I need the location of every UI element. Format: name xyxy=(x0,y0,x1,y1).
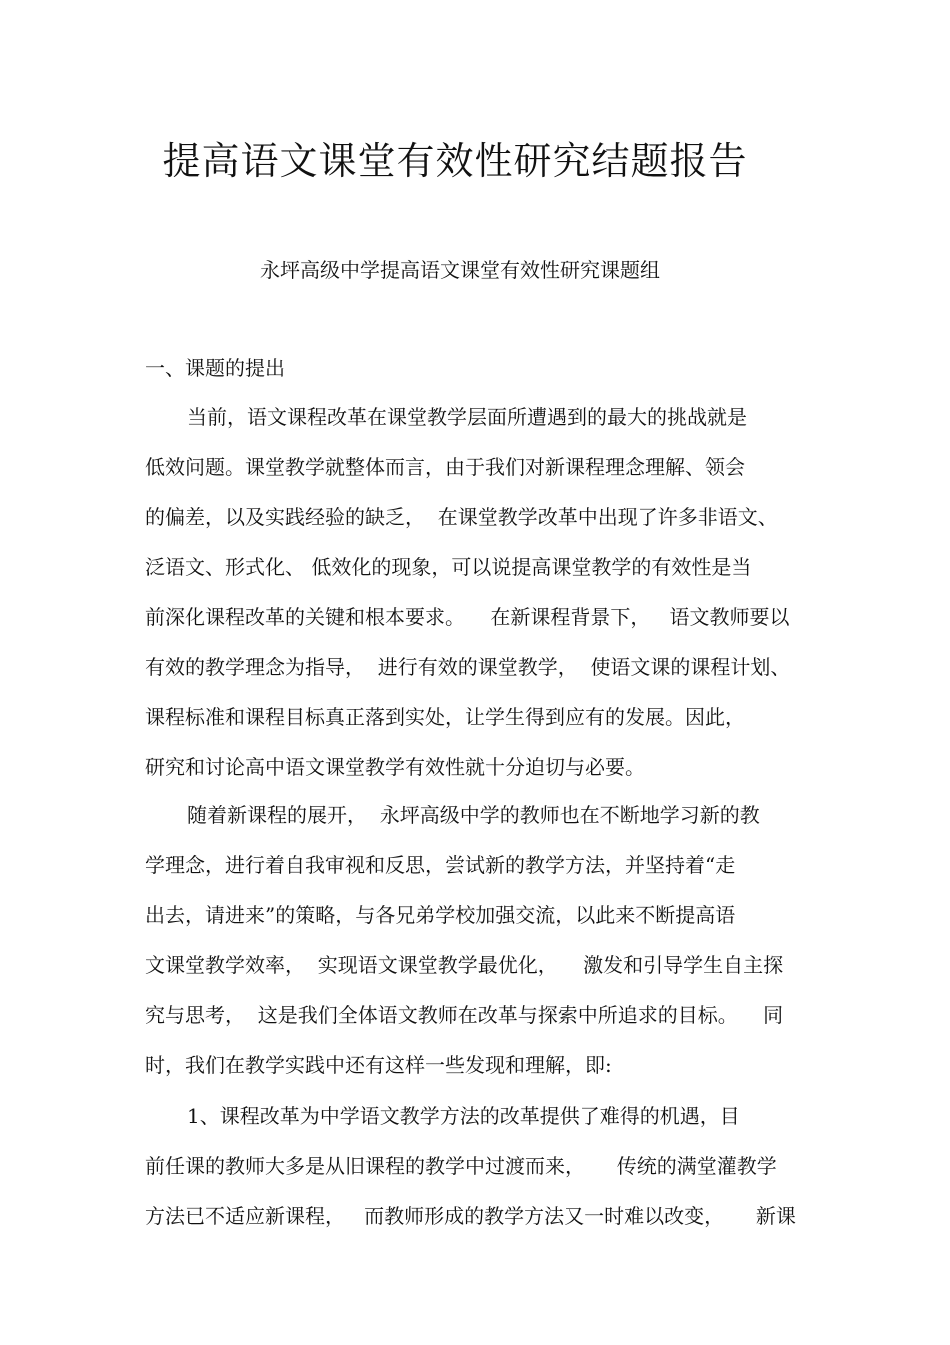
paragraph-line: 随着新课程的展开， 永坪高级中学的教师也在不断地学习新的教 xyxy=(187,803,760,827)
section-heading: 一、课题的提出 xyxy=(145,356,285,380)
paragraph-line: 前深化课程改革的关键和根本要求。 在新课程背景下， 语文教师要以 xyxy=(145,605,790,629)
paragraph-line: 时，我们在教学实践中还有这样一些发现和理解，即: xyxy=(145,1053,612,1077)
paragraph-line: 当前，语文课程改革在课堂教学层面所遭遇到的最大的挑战就是 xyxy=(187,405,747,429)
paragraph-line: 低效问题。课堂教学就整体而言，由于我们对新课程理念理解、领会 xyxy=(145,455,745,479)
paragraph-line: 学理念，进行着自我审视和反思，尝试新的教学方法，并坚持着“走 xyxy=(145,853,736,877)
paragraph-line: 的偏差，以及实践经验的缺乏， 在课堂教学改革中出现了许多非语文、 xyxy=(145,505,778,529)
paragraph-line: 方法已不适应新课程， 而教师形成的教学方法又一时难以改变， 新课 xyxy=(145,1204,796,1228)
paragraph-line: 文课堂教学效率， 实现语文课堂教学最优化， 激发和引导学生自主探 xyxy=(145,953,784,977)
paragraph-line: 研究和讨论高中语文课堂教学有效性就十分迫切与必要。 xyxy=(145,755,645,779)
paragraph-line: 课程标准和课程目标真正落到实处，让学生得到应有的发展。因此， xyxy=(145,705,745,729)
paragraph-line: 前任课的教师大多是从旧课程的教学中过渡而来， 传统的满堂灌教学 xyxy=(145,1154,777,1178)
paragraph-line: 究与思考， 这是我们全体语文教师在改革与探索中所追求的目标。 同 xyxy=(145,1003,784,1027)
paragraph-line: 有效的教学理念为指导， 进行有效的课堂教学， 使语文课的课程计划、 xyxy=(145,655,791,679)
paragraph-line: 泛语文、形式化、 低效化的现象，可以说提高课堂教学的有效性是当 xyxy=(145,555,752,579)
paragraph-line: 出去，请进来”的策略，与各兄弟学校加强交流，以此来不断提高语 xyxy=(145,903,736,927)
document-subtitle: 永坪高级中学提高语文课堂有效性研究课题组 xyxy=(260,258,660,282)
paragraph-line: 1、课程改革为中学语文教学方法的改革提供了难得的机遇，目 xyxy=(187,1104,740,1128)
document-title: 提高语文课堂有效性研究结题报告 xyxy=(162,139,748,183)
